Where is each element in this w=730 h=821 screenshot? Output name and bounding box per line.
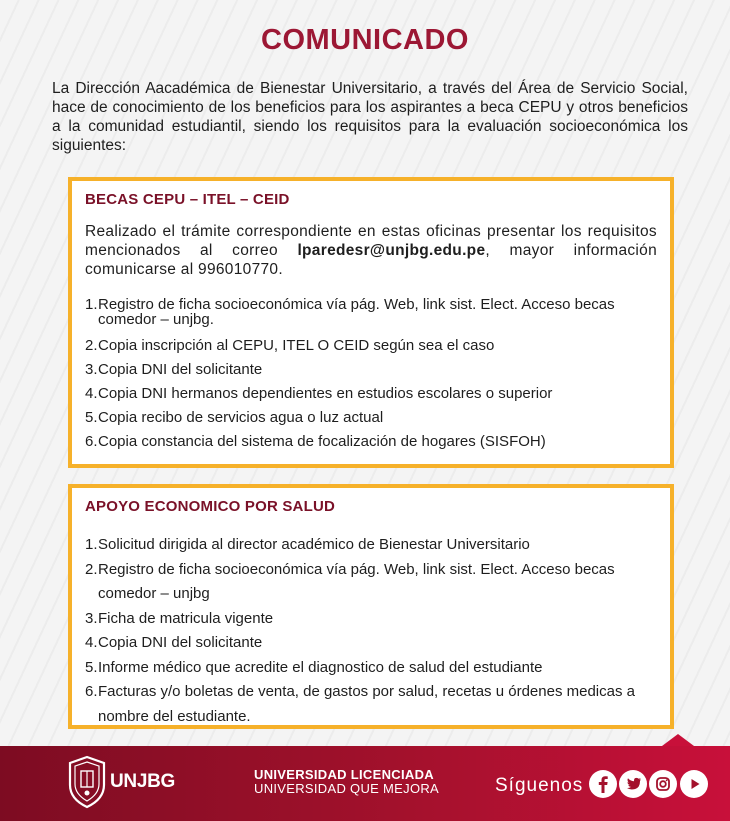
becas-requirements-list [85,297,657,449]
section-title-becas: BECAS CEPU – ITEL – CEID [85,191,290,208]
contact-email: lparedesr@unjbg.edu.pe [297,242,486,259]
follow-label: Síguenos [495,775,584,796]
intro-paragraph: La Dirección Aacadémica de Bienestar Universitario, a través del Área de Servicio Social, hace de conocimiento de los beneficios para los aspirantes a beca CEPU y otros beneficios a la comunidad estudiantil, siendo los requisitos para la evaluación socioeconómica los siguientes: [52,80,688,154]
list-item: 4. Copia DNI hermanos dependientes en estudios escolares o superior [85,385,553,402]
university-crest-icon [66,755,108,809]
twitter-icon[interactable] [619,770,647,798]
list-item: 5. Informe médico que acredite el diagnostico de salud del estudiante [85,658,543,676]
list-item: 5. Copia recibo de servicios agua o luz actual [85,409,384,426]
list-item: 6. Copia constancia del sistema de focalización de hogares (SISFOH) [85,433,546,450]
section-title-salud: APOYO ECONOMICO POR SALUD [85,498,336,515]
page-title: COMUNICADO [261,24,469,56]
list-item: 6. Facturas y/o boletas de venta, de gastos por salud, recetas u órdenes medicas a nombre del estudiante. [85,683,635,725]
becas-desc-text: Realizado el trámite correspondiente en estas oficinas presentar los requisitos mencionados al correo [85,223,657,259]
list-item: 1. Registro de ficha socioeconómica vía pág. Web, link sist. Elect. Acceso becas comedor – unjbg. [85,296,615,328]
apoyo-salud-section [68,484,674,729]
footer-notch [662,734,694,746]
list-item: 1. Solicitud dirigida al director académico de Bienestar Universitario [85,536,530,553]
list-item: 3. Copia DNI del solicitante [85,361,263,378]
list-item: 4. Copia DNI del solicitante [85,634,263,651]
list-item: 2. Copia inscripción al CEPU, ITEL O CEID según sea el caso [85,337,495,354]
list-item: 3. Ficha de matricula vigente [85,609,274,627]
salud-requirements-list [85,533,657,729]
footer-bar [0,746,730,821]
brand-name: UNJBG [110,771,176,792]
slogan-line-1: UNIVERSIDAD LICENCIADA [254,767,434,782]
becas-description [85,222,657,279]
facebook-icon[interactable] [589,770,617,798]
becas-cepu-section [68,177,674,468]
slogan-line-2: UNIVERSIDAD QUE MEJORA [254,781,440,796]
becas-desc-text-end: , mayor información comunicarse al 996010770. [85,242,657,278]
list-item: 2. Registro de ficha socioeconómica vía pág. Web, link sist. Elect. Acceso becas comedor – unjbg [85,560,615,602]
instagram-icon[interactable] [649,770,677,798]
slogan [254,768,439,796]
youtube-icon[interactable] [680,770,708,798]
